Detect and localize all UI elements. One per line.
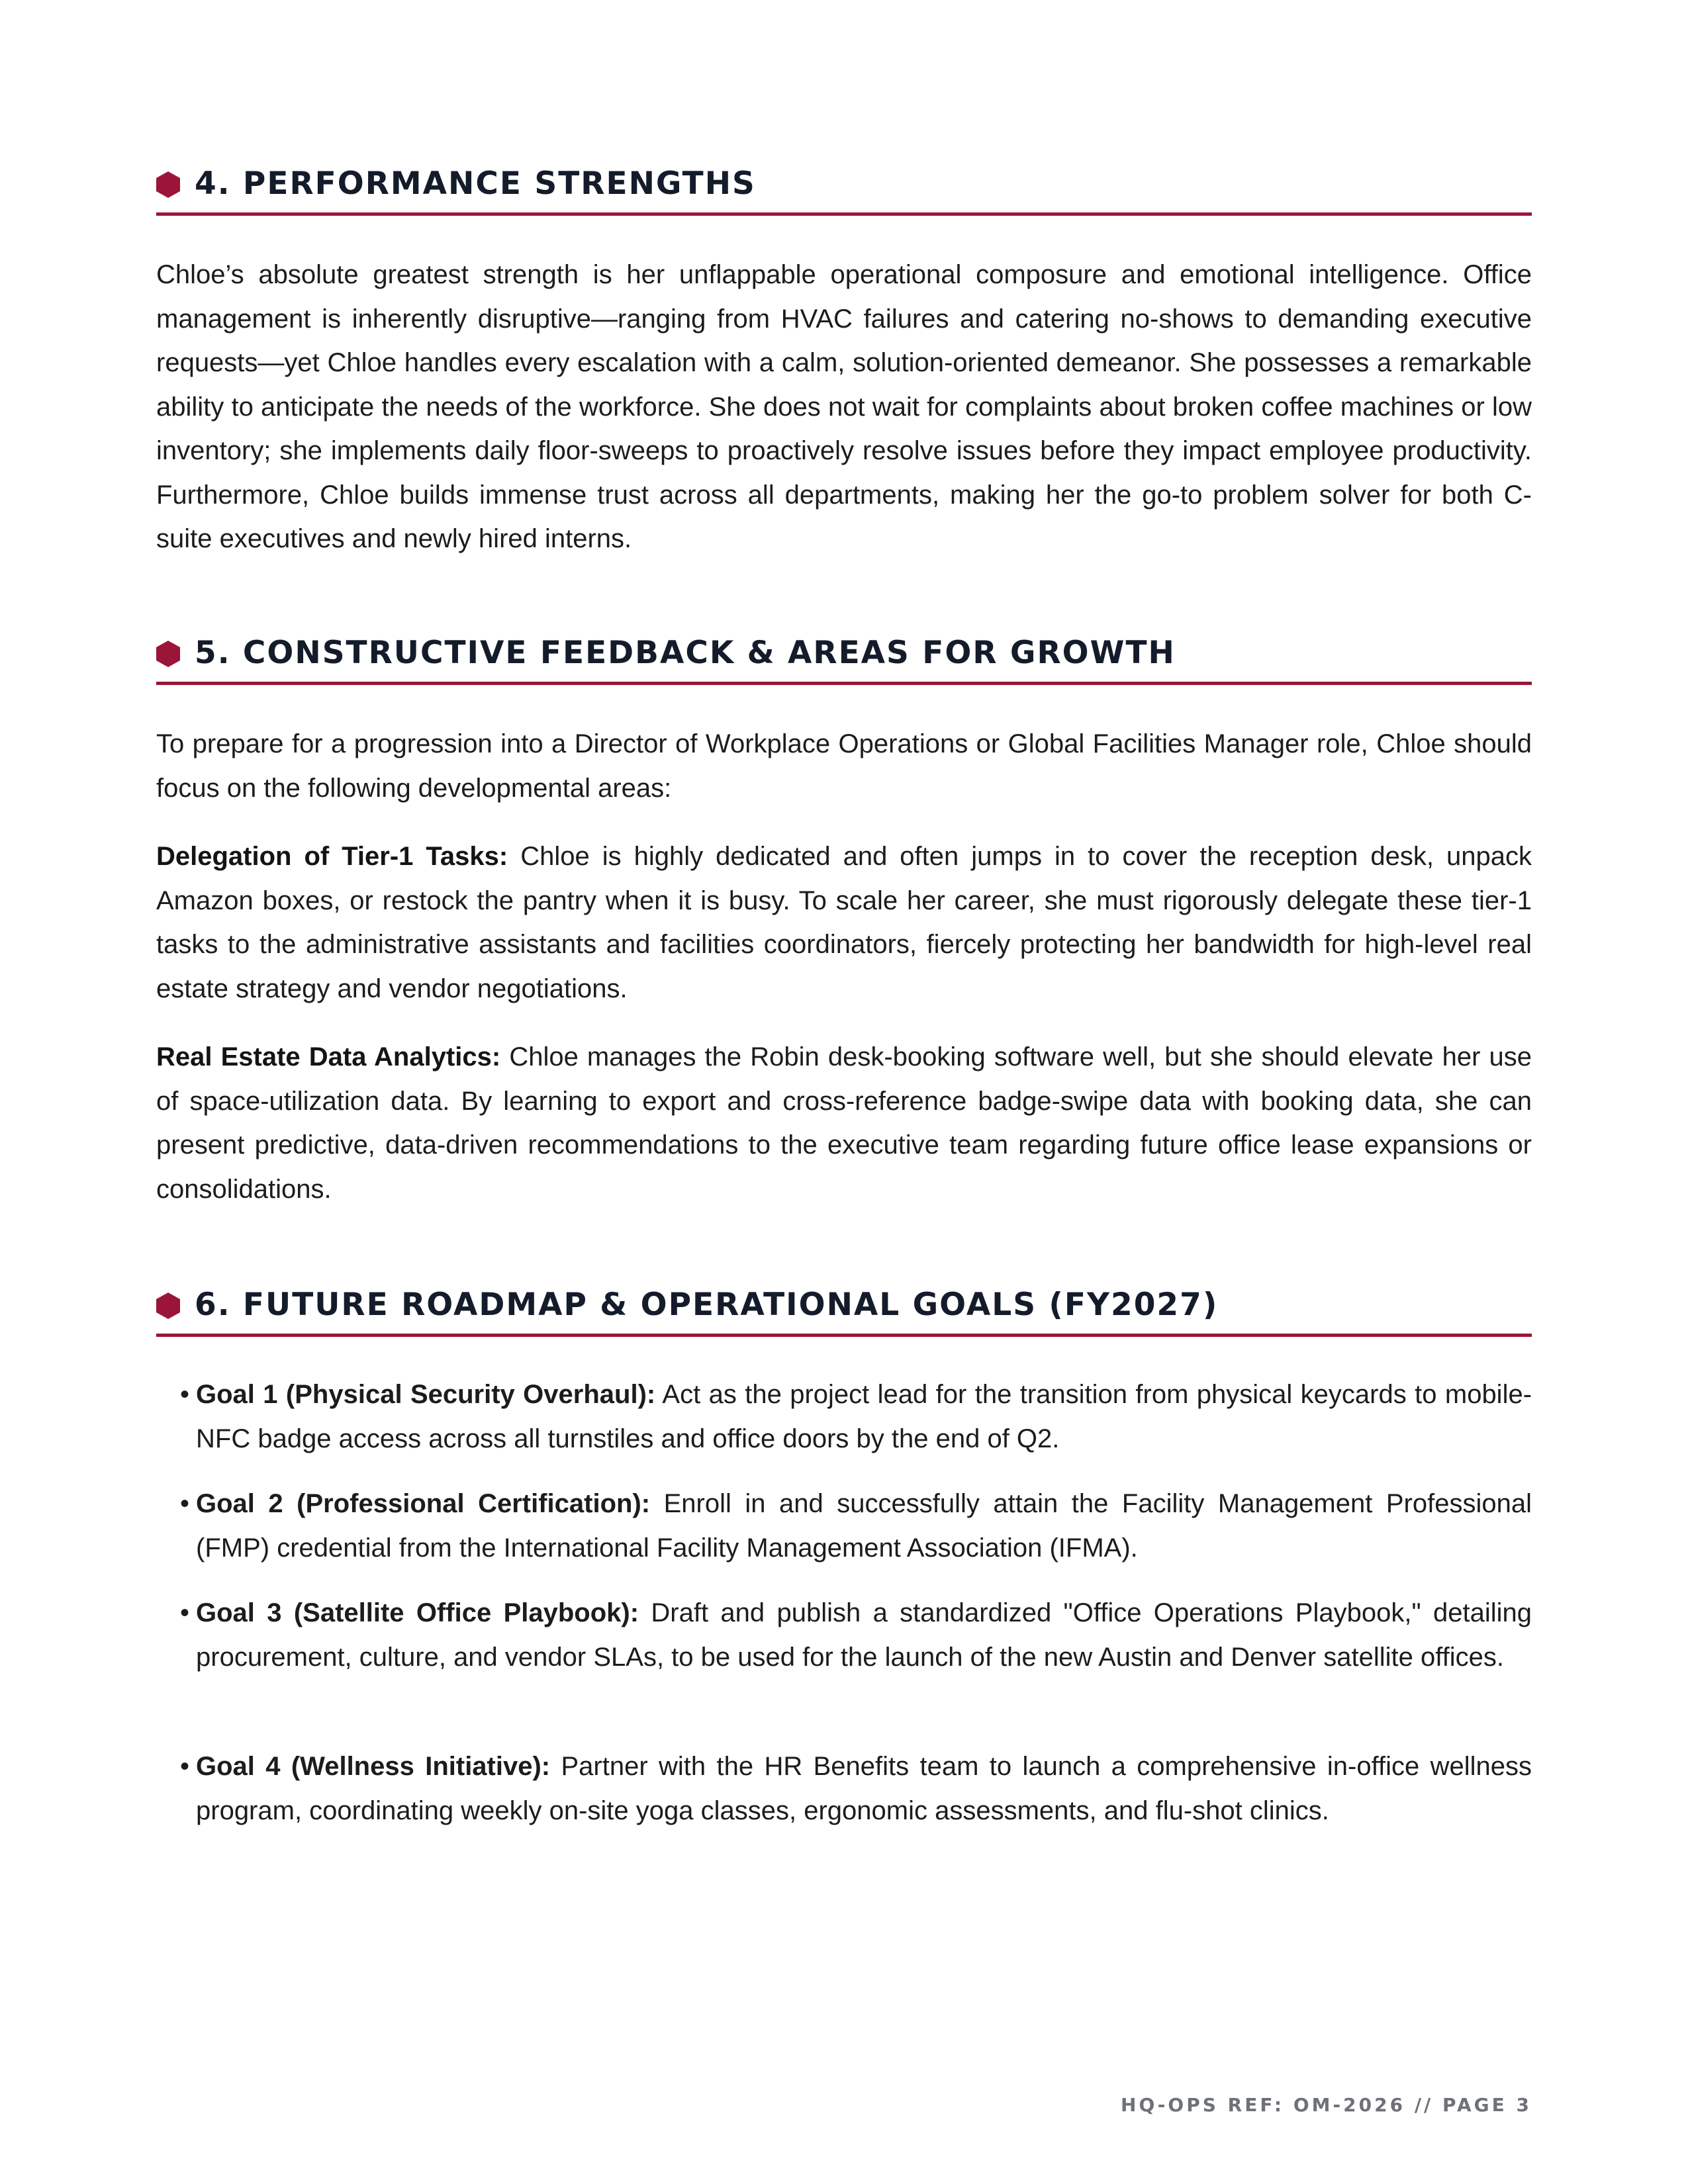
section-divider [156,212,1532,216]
goal-list-item [180,1482,1532,1570]
feedback-analytics-paragraph [156,1035,1532,1211]
feedback-item-text: Chloe is highly dedicated and often jumps in to cover the reception desk, unpack Amazon boxes, or restock the pantry when it is busy. To scale her career, she must rigorously delegate these tier-1 tasks to the administrative assistants and facilities coordinators, fiercely protecting her bandwidth for high-level real estate strategy and vendor negotiations. [156,842,1532,1003]
hexagon-bullet-icon [156,171,180,198]
section-title: 4. PERFORMANCE STRENGTHS [195,165,756,202]
bullet-dot-icon: • [180,1752,190,1781]
goal-text: Draft and publish a standardized "Office Operations Playbook," detailing procurement, culture, and vendor SLAs, to be used for the launch of the new Austin and Denver satellite offices. [196,1598,1532,1672]
bullet-dot-icon: • [180,1489,190,1518]
goal-list-item [180,1745,1532,1833]
feedback-intro-paragraph: To prepare for a progression into a Director of Workplace Operations or Global Facilities Manager role, Chloe should focus on the following developmental areas: [156,729,1532,803]
goal-text: Partner with the HR Benefits team to launch a comprehensive in-office wellness program, coordinating weekly on-site yoga classes, ergonomic assessments, and flu-shot clinics. [196,1752,1532,1825]
hexagon-bullet-icon [156,1293,180,1319]
goal-label: Goal 4 (Wellness Initiative): [196,1752,551,1781]
section-divider [156,682,1532,685]
feedback-delegation-paragraph [156,835,1532,1011]
goal-label: Goal 3 (Satellite Office Playbook): [196,1598,639,1627]
bullet-dot-icon: • [180,1598,190,1627]
goal-text: Enroll in and successfully attain the Facility Management Professional (FMP) credential from the International Facility Management Association (IFMA). [196,1489,1532,1563]
section-header-constructive-feedback [156,630,1532,676]
section-divider [156,1334,1532,1337]
goal-list-item [180,1591,1532,1679]
section-header-future-roadmap [156,1282,1532,1328]
section-title: 6. FUTURE ROADMAP & OPERATIONAL GOALS (FY2027) [195,1287,1219,1323]
goal-label: Goal 1 (Physical Security Overhaul): [196,1380,656,1409]
page-footer-reference: HQ-OPS REF: OM-2026 // PAGE 3 [1121,2094,1532,2116]
feedback-item-label: Delegation of Tier-1 Tasks: [156,842,508,871]
goal-label: Goal 2 (Professional Certification): [196,1489,651,1518]
feedback-item-text: Chloe manages the Robin desk-booking software well, but she should elevate her use of space-utilization data. By learning to export and cross-reference badge-swipe data with booking data, she can present predictive, data-driven recommendations to the executive team regarding future office lease expansions or consolidations. [156,1042,1532,1204]
section-title: 5. CONSTRUCTIVE FEEDBACK & AREAS FOR GROWTH [195,635,1176,671]
strengths-paragraph: Chloe’s absolute greatest strength is her unflappable operational composure and emotional intelligence. Office management is inherently disruptive—ranging from HVAC failures and catering no-shows to demanding executive requests—yet Chloe handles every escalation with a calm, solution-oriented demeanor. She possesses a remarkable ability to anticipate the needs of the workforce. She does not wait for complaints about broken coffee machines or low inventory; she implements daily floor-sweeps to proactively resolve issues before they impact employee productivity. Furthermore, Chloe builds immense trust across all departments, making her the go-to problem solver for both C-suite executives and newly hired interns. [156,260,1532,553]
goal-text: Act as the project lead for the transition from physical keycards to mobile-NFC badge access across all turnstiles and office doors by the end of Q2. [196,1380,1532,1453]
feedback-item-label: Real Estate Data Analytics: [156,1042,501,1071]
hexagon-bullet-icon [156,641,180,667]
bullet-dot-icon: • [180,1380,190,1409]
goal-list-item [180,1373,1532,1461]
section-header-performance-strengths [156,161,1532,207]
